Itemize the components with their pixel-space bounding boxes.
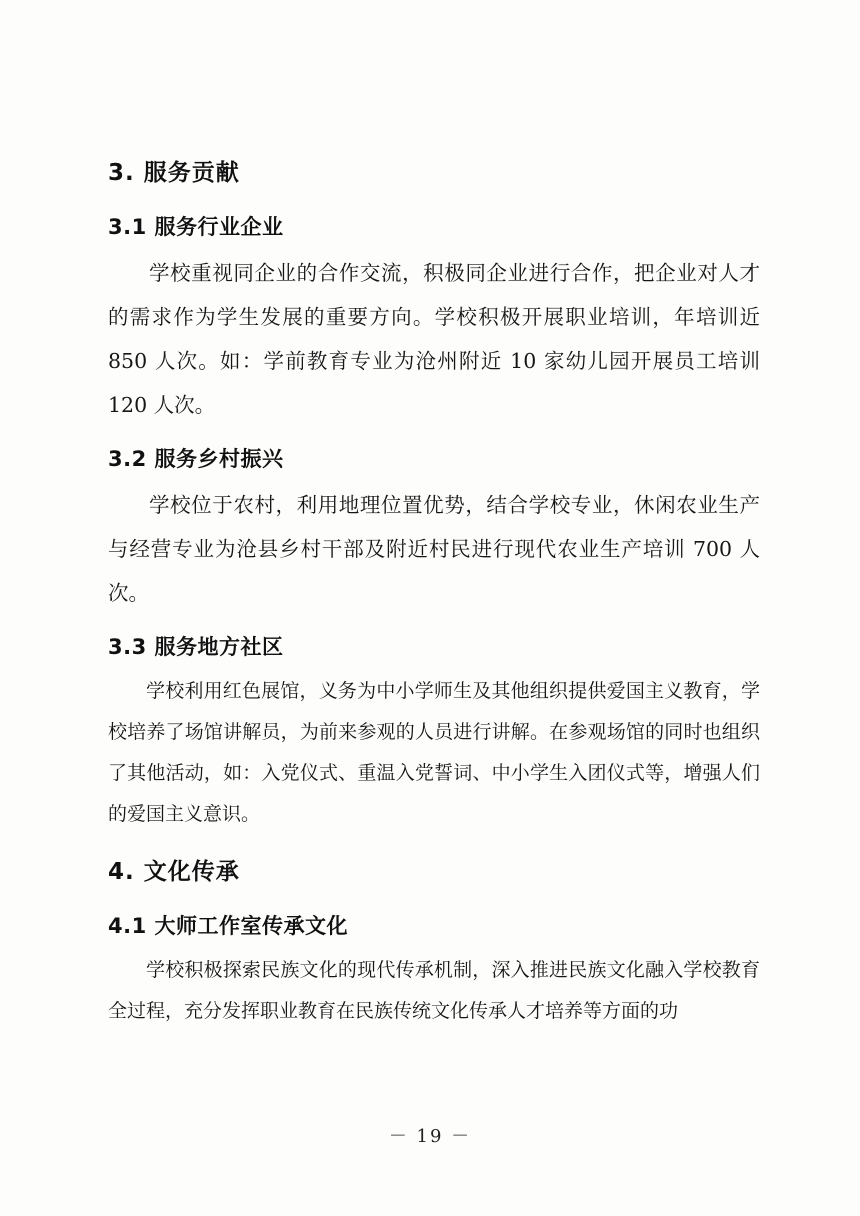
section-heading-3-2: 3.2 服务乡村振兴 — [108, 447, 284, 471]
document-body — [108, 138, 760, 1034]
section-heading-4: 4. 文化传承 — [108, 859, 240, 885]
section-heading-3-1: 3.1 服务行业企业 — [108, 215, 284, 239]
section-heading-4-1: 4.1 大师工作室传承文化 — [108, 914, 349, 938]
paragraph-3-2: 学校位于农村，利用地理位置优势，结合学校专业，休闲农业生产与经营专业为沧县乡村干部及附近村民进行现代农业生产培训 700 人次。 — [108, 493, 760, 605]
section-heading-3: 3. 服务贡献 — [108, 160, 240, 186]
page-number: － 19 － — [388, 1126, 472, 1147]
paragraph-3-1: 学校重视同企业的合作交流，积极同企业进行合作，把企业对人才的需求作为学生发展的重要方向。学校积极开展职业培训，年培训近 850 人次。如：学前教育专业为沧州附近 10 家幼儿园开展员工培训 120 人次。 — [108, 261, 760, 417]
paragraph-3-3: 学校利用红色展馆，义务为中小学师生及其他组织提供爱国主义教育，学校培养了场馆讲解员，为前来参观的人员进行讲解。在参观场馆的同时也组织了其他活动，如：入党仪式、重温入党誓词、中小学生入团仪式等，增强人们的爱国主义意识。 — [108, 680, 760, 825]
paragraph-4-1: 学校积极探索民族文化的现代传承机制，深入推进民族文化融入学校教育全过程，充分发挥职业教育在民族传统文化传承人才培养等方面的功 — [108, 959, 760, 1022]
section-heading-3-3: 3.3 服务地方社区 — [108, 635, 284, 659]
